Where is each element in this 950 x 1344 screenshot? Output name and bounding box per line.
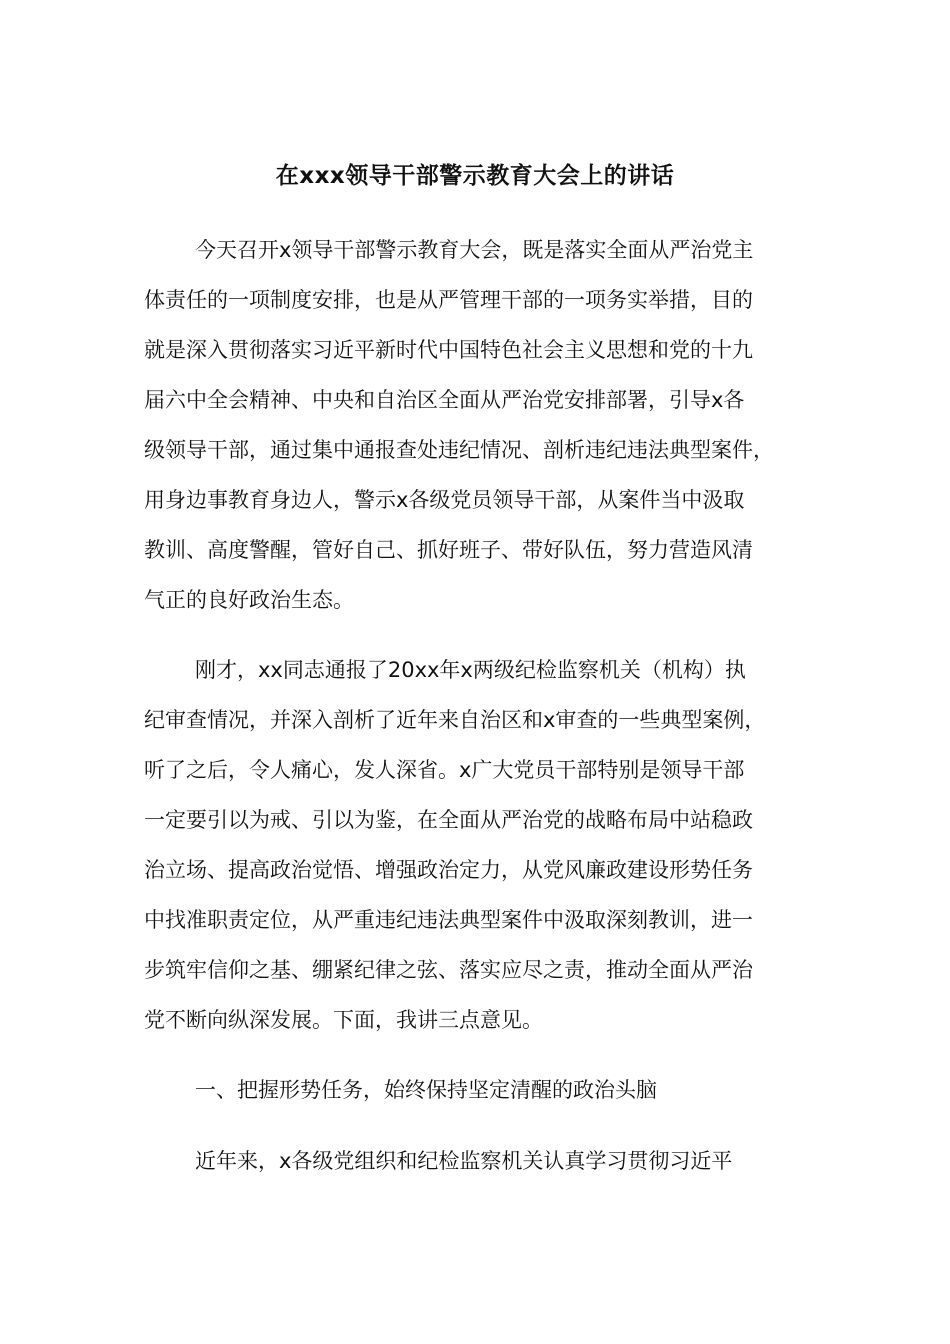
section-heading	[144, 1065, 824, 1115]
paragraph-line: 步筑牢信仰之基、绷紧纪律之弦、落实应尽之责，推动全面从严治	[144, 958, 753, 982]
paragraph-line: 级领导干部，通过集中通报查处违纪情况、剖析违纪违法典型案件，	[144, 438, 774, 462]
document-title: 在xxx领导干部警示教育大会上的讲话	[275, 163, 675, 189]
paragraph-line: 纪审查情况，并深入剖析了近年来自治区和x审查的一些典型案例，	[144, 708, 766, 732]
paragraph-line: 党不断向纵深发展。下面，我讲三点意见。	[144, 1008, 543, 1032]
paragraph-line: 一定要引以为戒、引以为鉴，在全面从严治党的战略布局中站稳政	[144, 808, 753, 832]
paragraph-line: 体责任的一项制度安排，也是从严管理干部的一项务实举措，目的	[144, 288, 753, 312]
section-heading-line: 一、把握形势任务，始终保持坚定清醒的政治头脑	[195, 1078, 657, 1102]
paragraph-line: 教训、高度警醒，管好自己、抓好班子、带好队伍，努力营造风清	[144, 538, 753, 562]
paragraph-line: 就是深入贯彻落实习近平新时代中国特色社会主义思想和党的十九	[144, 338, 753, 362]
paragraph-line: 用身边事教育身边人，警示x各级党员领导干部，从案件当中汲取	[144, 488, 745, 512]
paragraph-line: 治立场、提高政治觉悟、增强政治定力，从党风廉政建设形势任务	[144, 858, 753, 882]
paragraph-line: 近年来，x各级党组织和纪检监察机关认真学习贯彻习近平	[195, 1149, 733, 1173]
paragraph-line: 中找准职责定位，从严重违纪违法典型案件中汲取深刻教训，进一	[144, 908, 753, 932]
paragraph-line: 今天召开x领导干部警示教育大会，既是落实全面从严治党主	[195, 238, 754, 262]
paragraph-line: 听了之后，令人痛心，发人深省。x广大党员干部特别是领导干部	[144, 758, 745, 782]
paragraph-line: 气正的良好政治生态。	[144, 588, 354, 612]
body-paragraph	[144, 645, 824, 1045]
body-paragraph	[144, 1136, 824, 1186]
body-paragraph	[144, 225, 824, 625]
paragraph-line: 刚才，xx同志通报了20xx年x两级纪检监察机关（机构）执	[195, 658, 746, 682]
paragraph-line: 届六中全会精神、中央和自治区全面从严治党安排部署，引导x各	[144, 388, 745, 412]
